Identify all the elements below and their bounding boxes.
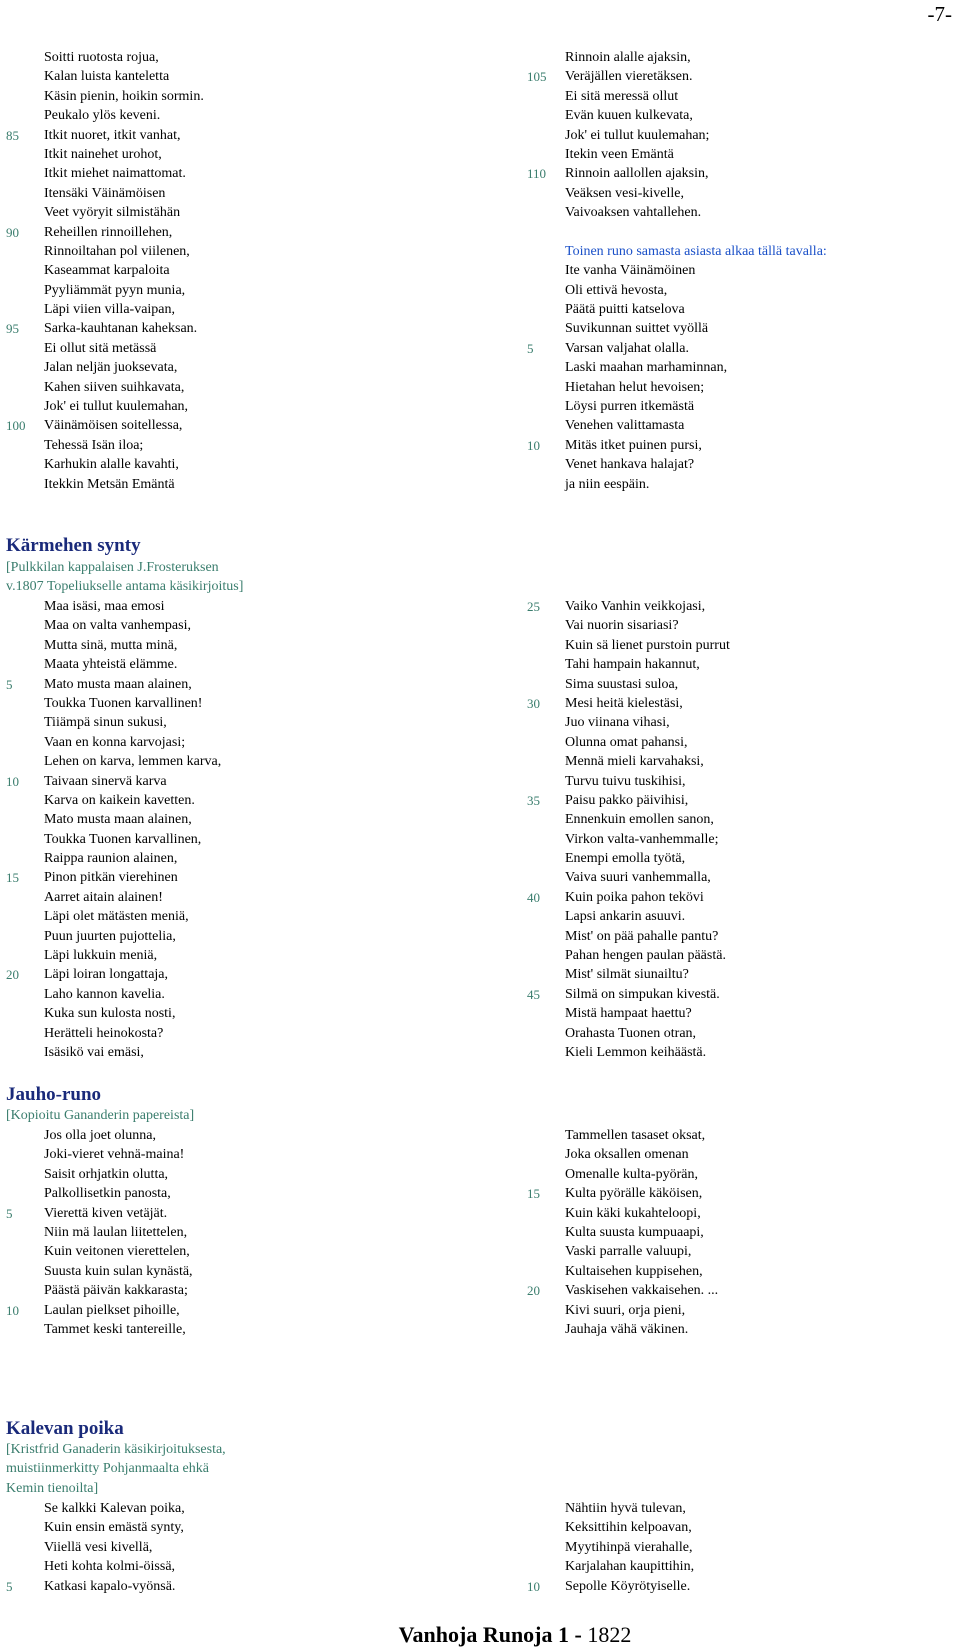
verse-line — [6, 810, 486, 829]
verse-text: Keksittihin kelpoavan, — [565, 1520, 692, 1536]
verse-line — [6, 733, 486, 752]
verse-line — [6, 1223, 486, 1242]
verse-text: Päätä puitti katselova — [565, 302, 685, 318]
verse-text: Pyyliämmät pyyn munia, — [44, 282, 186, 298]
verse-line — [527, 1223, 947, 1242]
verse-line — [527, 281, 947, 300]
verse-text: Läpi loiran longattaja, — [44, 967, 169, 983]
line-number: 85 — [6, 127, 19, 143]
verse-line — [527, 1538, 947, 1557]
verse-line — [6, 106, 486, 125]
footer-title: Vanhoja Runoja 1 — [398, 1622, 570, 1647]
verse-text: Joki-vieret vehnä-maina! — [44, 1147, 185, 1163]
verse-line — [527, 48, 947, 67]
verse-line — [6, 1242, 486, 1261]
verse-text: Nähtiin hyvä tulevan, — [565, 1501, 686, 1516]
verse-text: Itekin veen Emäntä — [565, 146, 674, 162]
verse-line — [527, 1242, 947, 1261]
verse-line — [6, 319, 486, 338]
verse-line — [6, 597, 486, 616]
footer-separator: - — [569, 1622, 588, 1647]
verse-text: Rinnoin aallollen ajaksin, — [565, 166, 709, 182]
verse-line — [6, 242, 486, 261]
verse-line — [6, 164, 486, 183]
verse-text: Aarret aitain alainen! — [44, 889, 163, 905]
poem-source-note — [6, 558, 243, 597]
verse-text: Vaiva suuri vanhemmalla, — [565, 870, 711, 886]
verse-line — [527, 1557, 947, 1576]
verse-line — [6, 752, 486, 771]
line-number: 90 — [6, 224, 19, 240]
verse-line — [527, 1499, 947, 1518]
verse-text: Lehen on karva, lemmen karva, — [44, 754, 222, 770]
verse-text: Karva on kaikein kavetten. — [44, 792, 195, 808]
line-number: 20 — [527, 1283, 540, 1299]
verse-line — [6, 436, 486, 455]
verse-line — [527, 1204, 947, 1223]
line-number: 10 — [6, 1302, 19, 1318]
verse-text: Juo viinana vihasi, — [565, 715, 670, 731]
verse-line — [527, 616, 947, 635]
verse-text: Herätteli heinokosta? — [44, 1025, 164, 1041]
verse-text: Viiellä vesi kivellä, — [44, 1539, 153, 1555]
verse-line — [6, 1145, 486, 1164]
verse-line — [527, 378, 947, 397]
verse-line — [6, 1262, 486, 1281]
verse-line — [6, 907, 486, 926]
verse-text: Reheillen rinnoillehen, — [44, 224, 173, 240]
verse-line — [6, 849, 486, 868]
page-number: -7- — [927, 2, 952, 26]
verse-text: Vaan en konna karvojasi; — [44, 734, 186, 750]
verse-text: Niin mä laulan liitettelen, — [44, 1224, 188, 1240]
poem-title-kalevan-poika: Kalevan poika — [6, 1418, 124, 1439]
verse-line — [527, 772, 947, 791]
verse-line — [6, 946, 486, 965]
verse-text: Tahi hampain hakannut, — [565, 657, 700, 673]
line-number: 95 — [6, 321, 19, 337]
line-number: 10 — [527, 437, 540, 453]
verse-text: Mesi heitä kielestäsi, — [565, 695, 683, 711]
verse-line — [527, 164, 947, 183]
verse-line — [527, 830, 947, 849]
verse-line — [527, 752, 947, 771]
verse-text: Pinon pitkän vierehinen — [44, 870, 178, 886]
verse-text: Itkit nuoret, itkit vanhat, — [44, 127, 181, 143]
verse-line — [6, 1577, 486, 1596]
verse-line — [527, 106, 947, 125]
verse-text: Kuin ensin emästä synty, — [44, 1520, 184, 1536]
line-number: 5 — [6, 1578, 13, 1594]
verse-text: Suusta kuin sulan kynästä, — [44, 1263, 193, 1279]
verse-text: Isäsikö vai emäsi, — [44, 1044, 144, 1060]
verse-text: Ei sitä meressä ollut — [565, 88, 679, 104]
poem-source-note — [6, 1440, 226, 1498]
verse-line — [6, 791, 486, 810]
verse-text: Pahan hengen paulan päästä. — [565, 948, 726, 964]
verse-line — [6, 1004, 486, 1023]
verse-line — [6, 87, 486, 106]
verse-text: Karhukin alalle kavahti, — [44, 457, 179, 473]
verse-text: Lapsi ankarin asuuvi. — [565, 909, 686, 925]
verse-line — [527, 184, 947, 203]
verse-line — [527, 810, 947, 829]
line-number: 15 — [6, 870, 19, 886]
verse-line — [6, 1499, 486, 1518]
note-line: muistiinmerkitty Pohjanmaalta ehkä — [6, 1461, 209, 1477]
line-number: 5 — [6, 1205, 13, 1221]
verse-text: Tiiämpä sinun sukusi, — [44, 715, 167, 731]
verse-line — [6, 1518, 486, 1537]
verse-line — [6, 830, 486, 849]
verse-text: Silmä on simpukan kivestä. — [565, 986, 720, 1002]
verse-line — [527, 300, 947, 319]
verse-text: Karjalahan kaupittihin, — [565, 1559, 695, 1575]
line-number: 10 — [6, 773, 19, 789]
verse-text: Veräjällen vieretäksen. — [565, 69, 693, 85]
verse-text: Palkollisetkin panosta, — [44, 1186, 171, 1202]
verse-line — [6, 1281, 486, 1300]
verse-text: Suvikunnan suittet vyöllä — [565, 321, 709, 337]
verse-text: Kulta pyörälle käköisen, — [565, 1186, 703, 1202]
verse-text: Sima suustasi suloa, — [565, 676, 679, 692]
verse-line — [527, 87, 947, 106]
verse-text: Maata yhteistä elämme. — [44, 657, 178, 673]
verse-text: Mato musta maan alainen, — [44, 812, 192, 828]
verse-line — [6, 694, 486, 713]
verse-text: Mist' on pää pahalle pantu? — [565, 928, 719, 944]
poem-title-karmehen-synty: Kärmehen synty — [6, 535, 141, 556]
verse-text: Itensäki Väinämöisen — [44, 185, 166, 201]
verse-line — [6, 985, 486, 1004]
verse-text: Virkon valta-vanhemmalle; — [565, 831, 719, 847]
verse-text: Läpi viien villa-vaipan, — [44, 302, 176, 318]
verse-text: Käsin pienin, hoikin sormin. — [44, 88, 204, 104]
verse-text: Hietahan helut hevoisen; — [565, 379, 705, 395]
line-number: 5 — [6, 676, 13, 692]
verse-line — [6, 203, 486, 222]
verse-line — [527, 223, 947, 242]
verse-line — [527, 733, 947, 752]
verse-text: Raippa raunion alainen, — [44, 851, 178, 867]
verse-line — [6, 145, 486, 164]
verse-line — [6, 1126, 486, 1145]
verse-line — [527, 927, 947, 946]
verse-text: Jos olla joet olunna, — [44, 1128, 156, 1143]
verse-text: Saisit orhjatkin olutta, — [44, 1166, 169, 1182]
verse-line — [6, 339, 486, 358]
verse-text: Toukka Tuonen karvallinen! — [44, 695, 203, 711]
section1-right-column — [527, 48, 947, 494]
line-number: 5 — [527, 340, 534, 356]
note-line: v.1807 Topeliukselle antama käsikirjoitus] — [6, 579, 244, 595]
note-line: [Kristfrid Ganaderin käsikirjoituksesta, — [6, 1442, 226, 1457]
verse-text: Peukalo ylös keveni. — [44, 108, 161, 124]
verse-line — [527, 1577, 947, 1596]
verse-text: Sarka-kauhtanan kaheksan. — [44, 321, 198, 337]
verse-line — [527, 455, 947, 474]
verse-line — [527, 242, 947, 261]
verse-text: Tehessä Isän iloa; — [44, 437, 144, 453]
verse-text: Kalan luista kanteletta — [44, 69, 170, 85]
verse-line — [6, 636, 486, 655]
verse-text: Puun juurten pujottelia, — [44, 928, 176, 944]
poem-title-jauho-runo: Jauho-runo — [6, 1084, 102, 1105]
verse-text: Kahen siiven suihkavata, — [44, 379, 185, 395]
verse-line — [6, 67, 486, 86]
verse-text: Tammellen tasaset oksat, — [565, 1128, 706, 1143]
verse-line — [6, 868, 486, 887]
verse-text: Kaseammat karpaloita — [44, 263, 170, 279]
verse-text: Orahasta Tuonen otran, — [565, 1025, 697, 1041]
verse-line — [527, 655, 947, 674]
verse-line — [527, 436, 947, 455]
verse-line — [527, 475, 947, 494]
poem4-left-column — [6, 1499, 486, 1596]
poem4-right-column — [527, 1499, 947, 1596]
verse-text: Läpi lukkuin meniä, — [44, 948, 158, 964]
verse-line — [527, 203, 947, 222]
verse-line — [527, 888, 947, 907]
verse-line — [527, 1262, 947, 1281]
verse-text: Se kalkki Kalevan poika, — [44, 1501, 185, 1516]
verse-line — [527, 946, 947, 965]
verse-text: Olunna omat pahansi, — [565, 734, 688, 750]
verse-text: Venehen valittamasta — [565, 418, 685, 434]
verse-line — [6, 416, 486, 435]
line-number: 45 — [527, 986, 540, 1002]
verse-text: Ite vanha Väinämöinen — [565, 263, 696, 279]
note-line: [Kopioitu Gananderin papereista] — [6, 1108, 195, 1123]
verse-line — [527, 1184, 947, 1203]
verse-text: Taivaan sinervä karva — [44, 773, 167, 789]
verse-line — [6, 358, 486, 377]
verse-line — [527, 868, 947, 887]
verse-text: Tammet keski tantereille, — [44, 1321, 186, 1337]
verse-text: Itkit nainehet urohot, — [44, 146, 162, 162]
verse-text: Kieli Lemmon keihäästä. — [565, 1044, 707, 1060]
verse-text: Laulan pielkset pihoille, — [44, 1302, 180, 1318]
verse-line — [6, 1301, 486, 1320]
verse-line — [6, 281, 486, 300]
verse-text: Laski maahan marhaminnan, — [565, 360, 728, 376]
line-number: 105 — [527, 69, 547, 85]
verse-line — [6, 48, 486, 67]
verse-line — [527, 1043, 947, 1062]
verse-line — [6, 1538, 486, 1557]
verse-text: Vai nuorin sisariasi? — [565, 618, 679, 634]
verse-text: Venet hankava halajat? — [565, 457, 695, 473]
verse-line — [527, 1004, 947, 1023]
verse-line — [527, 675, 947, 694]
page-footer — [0, 1622, 960, 1648]
verse-text: ja niin eespäin. — [565, 476, 650, 492]
verse-line — [6, 888, 486, 907]
verse-line — [6, 397, 486, 416]
verse-line — [6, 927, 486, 946]
verse-line — [6, 772, 486, 791]
verse-line — [6, 675, 486, 694]
verse-line — [527, 145, 947, 164]
verse-line — [6, 1043, 486, 1062]
verse-text: Katkasi kapalo-vyönsä. — [44, 1578, 176, 1594]
verse-line — [6, 965, 486, 984]
verse-line — [527, 1126, 947, 1145]
verse-line — [527, 849, 947, 868]
verse-text: Maa isäsi, maa emosi — [44, 599, 165, 614]
verse-text: Maa on valta vanhempasi, — [44, 618, 191, 634]
verse-line — [527, 1024, 947, 1043]
verse-text: Laho kannon kavelia. — [44, 986, 165, 1002]
poem2-right-column — [527, 597, 947, 1062]
verse-line — [6, 223, 486, 242]
verse-text: Jauhaja vähä väkinen. — [565, 1321, 689, 1337]
verse-line — [6, 1320, 486, 1339]
line-number: 100 — [6, 418, 26, 434]
verse-line — [527, 694, 947, 713]
line-number: 25 — [527, 599, 540, 614]
verse-text: Vaiko Vanhin veikkojasi, — [565, 599, 706, 614]
verse-line — [6, 184, 486, 203]
verse-text: Kuin käki kukahteloopi, — [565, 1205, 701, 1221]
verse-text: Evän kuuen kulkevata, — [565, 108, 693, 124]
verse-line — [527, 397, 947, 416]
line-number: 15 — [527, 1186, 540, 1202]
verse-line — [6, 378, 486, 397]
note-line: [Pulkkilan kappalaisen J.Frosteruksen — [6, 560, 219, 575]
line-number: 35 — [527, 792, 540, 808]
verse-line — [527, 126, 947, 145]
verse-text: Enempi emolla työtä, — [565, 851, 686, 867]
verse-line — [6, 261, 486, 280]
verse-text: Vaski parralle valuupi, — [565, 1244, 692, 1260]
poem3-right-column — [527, 1126, 947, 1339]
verse-line — [6, 1024, 486, 1043]
verse-text: Rinnoiltahan pol viilenen, — [44, 243, 190, 259]
verse-text: Läpi olet mätästen meniä, — [44, 909, 189, 925]
verse-line — [527, 965, 947, 984]
verse-text: Heti kohta kolmi-öissä, — [44, 1559, 176, 1575]
verse-text: Löysi purren itkemästä — [565, 399, 695, 415]
verse-text: Jok' ei tullut kuulemahan; — [565, 127, 710, 143]
line-number: 20 — [6, 967, 19, 983]
line-number: 10 — [527, 1578, 540, 1594]
verse-text: Paisu pakko päivihisi, — [565, 792, 689, 808]
verse-line — [6, 713, 486, 732]
verse-text: Veet vyöryit silmistähän — [44, 205, 181, 221]
verse-line — [527, 597, 947, 616]
verse-text: Itekkin Metsän Emäntä — [44, 476, 175, 492]
verse-text: Mutta sinä, mutta minä, — [44, 637, 178, 653]
verse-text: Itkit miehet naimattomat. — [44, 166, 186, 182]
verse-line — [527, 1301, 947, 1320]
verse-line — [6, 616, 486, 635]
verse-text: Vierettä kiven vetäjät. — [44, 1205, 168, 1221]
verse-text: Kuin sä lienet purstoin purrut — [565, 637, 730, 653]
verse-line — [6, 1184, 486, 1203]
section1-left-column — [6, 48, 486, 494]
verse-line — [6, 655, 486, 674]
verse-line — [527, 907, 947, 926]
verse-text: Mistä hampaat haettu? — [565, 1006, 692, 1022]
verse-line — [527, 358, 947, 377]
verse-text: Omenalle kulta-pyörän, — [565, 1166, 698, 1182]
verse-text: Rinnoin alalle ajaksin, — [565, 50, 691, 65]
verse-text: Ei ollut sitä metässä — [44, 340, 157, 356]
verse-line — [527, 1518, 947, 1537]
verse-line — [527, 1145, 947, 1164]
verse-text: Myytihinpä vierahalle, — [565, 1539, 693, 1555]
verse-line — [527, 416, 947, 435]
footer-year: 1822 — [587, 1622, 632, 1647]
poem2-left-column — [6, 597, 486, 1062]
verse-line — [6, 475, 486, 494]
verse-text: Kulta suusta kumpuaapi, — [565, 1224, 704, 1240]
poem-source-note — [6, 1106, 194, 1125]
verse-text: Sepolle Köyrötyiselle. — [565, 1578, 691, 1594]
verse-line — [6, 126, 486, 145]
verse-line — [527, 67, 947, 86]
verse-line — [527, 319, 947, 338]
verse-line — [527, 1320, 947, 1339]
note-line: Kemin tienoilta] — [6, 1480, 99, 1496]
verse-text: Kuka sun kulosta nosti, — [44, 1006, 176, 1022]
verse-text: Kivi suuri, orja pieni, — [565, 1302, 686, 1318]
verse-text: Mist' silmät siunailtu? — [565, 967, 689, 983]
verse-line — [527, 339, 947, 358]
verse-text: Toukka Tuonen karvallinen, — [44, 831, 202, 847]
verse-text: Kuin veitonen vierettelen, — [44, 1244, 190, 1260]
verse-line — [6, 1165, 486, 1184]
verse-line — [527, 1165, 947, 1184]
verse-text: Päästä päivän kakkarasta; — [44, 1283, 188, 1299]
verse-line — [527, 1281, 947, 1300]
line-number: 110 — [527, 166, 547, 182]
verse-text: Kultaisehen kuppisehen, — [565, 1263, 703, 1279]
verse-text: Kuin poika pahon tekövi — [565, 889, 704, 905]
verse-line — [527, 261, 947, 280]
line-number: 40 — [527, 889, 540, 905]
verse-text: Mato musta maan alainen, — [44, 676, 192, 692]
verse-text: Mennä mieli karvahaksi, — [565, 754, 704, 770]
verse-text: Joka oksallen omenan — [565, 1147, 689, 1163]
verse-line — [6, 300, 486, 319]
verse-text: Soitti ruotosta rojua, — [44, 50, 159, 65]
line-number: 30 — [527, 695, 540, 711]
verse-line — [6, 1204, 486, 1223]
verse-line — [6, 1557, 486, 1576]
verse-text: Vaskisehen vakkaisehen. ... — [565, 1283, 719, 1299]
verse-line — [527, 985, 947, 1004]
verse-text: Varsan valjahat olalla. — [565, 340, 690, 356]
verse-text: Jalan neljän juoksevata, — [44, 360, 178, 376]
verse-text: Turvu tuivu tuskihisi, — [565, 773, 686, 789]
verse-text: Vaivoaksen vahtallehen. — [565, 205, 702, 221]
intro-note: Toinen runo samasta asiasta alkaa tällä tavalla: — [565, 243, 827, 259]
verse-line — [6, 455, 486, 474]
verse-line — [527, 713, 947, 732]
verse-text: Veäksen vesi-kivelle, — [565, 185, 684, 201]
verse-line — [527, 636, 947, 655]
poem3-left-column — [6, 1126, 486, 1339]
verse-text: Oli ettivä hevosta, — [565, 282, 668, 298]
verse-text: Mitäs itket puinen pursi, — [565, 437, 702, 453]
verse-text: Jok' ei tullut kuulemahan, — [44, 399, 189, 415]
verse-line — [527, 791, 947, 810]
verse-text: Väinämöisen soitellessa, — [44, 418, 183, 434]
verse-text: Ennenkuin emollen sanon, — [565, 812, 714, 828]
